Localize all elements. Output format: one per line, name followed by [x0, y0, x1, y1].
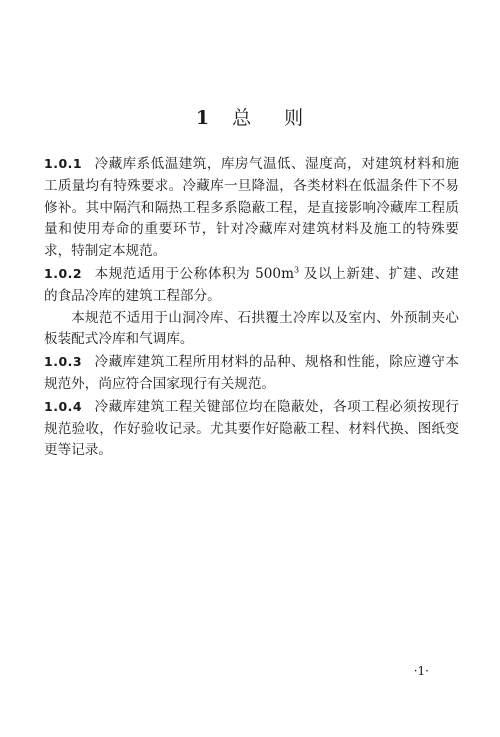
clause-number: 1.0.1	[44, 156, 83, 171]
clause-1-0-1	[44, 153, 459, 263]
clause-1-0-2	[44, 263, 459, 308]
chapter-content	[44, 153, 459, 462]
clause-text: 本规范不适用于山洞冷库、石拱覆土冷库以及室内、外预制夹心板装配式冷库和气调库。	[44, 309, 459, 348]
superscript-3: 3	[293, 265, 300, 275]
clause-text: 冷藏库建筑工程关键部位均在隐蔽处，各项工程必须按现行规范验收，作好验收记录。尤其要作好隐蔽工程、材料代换、图纸变更等记录。	[44, 398, 459, 459]
clause-1-0-4	[44, 396, 459, 462]
chapter-title-char-1: 总	[232, 107, 253, 129]
clause-number: 1.0.2	[44, 265, 83, 281]
clause-text: 冷藏库系低温建筑，库房气温低、湿度高，对建筑材料和施工质量均有特殊要求。冷藏库一旦降温，各类材料在低温条件下不易修补。其中隔汽和隔热工程多系隐蔽工程，是直接影响冷藏库工程质量和使用寿命的重要环节，针对冷藏库对建筑材料及施工的特殊要求，特制定本规范。	[44, 156, 459, 260]
clause-1-0-3	[44, 351, 459, 396]
chapter-title-char-2: 则	[284, 107, 305, 129]
clause-number: 1.0.4	[44, 398, 83, 414]
clause-text: 冷藏库建筑工程所用材料的品种、规格和性能，除应遵守本规范外，尚应符合国家现行有关规范。	[44, 354, 459, 392]
clause-number: 1.0.3	[44, 354, 83, 370]
chapter-number: 1	[195, 107, 211, 129]
page-number: ·1·	[413, 664, 429, 678]
clause-text-part-2: 及以上新建、扩建、改建的食品冷库的建筑工程部分。	[44, 265, 459, 304]
chapter-title	[0, 103, 500, 130]
clause-1-0-2-note	[44, 308, 459, 352]
clause-text-part-1: 本规范适用于公称体积为 500m	[94, 265, 294, 282]
